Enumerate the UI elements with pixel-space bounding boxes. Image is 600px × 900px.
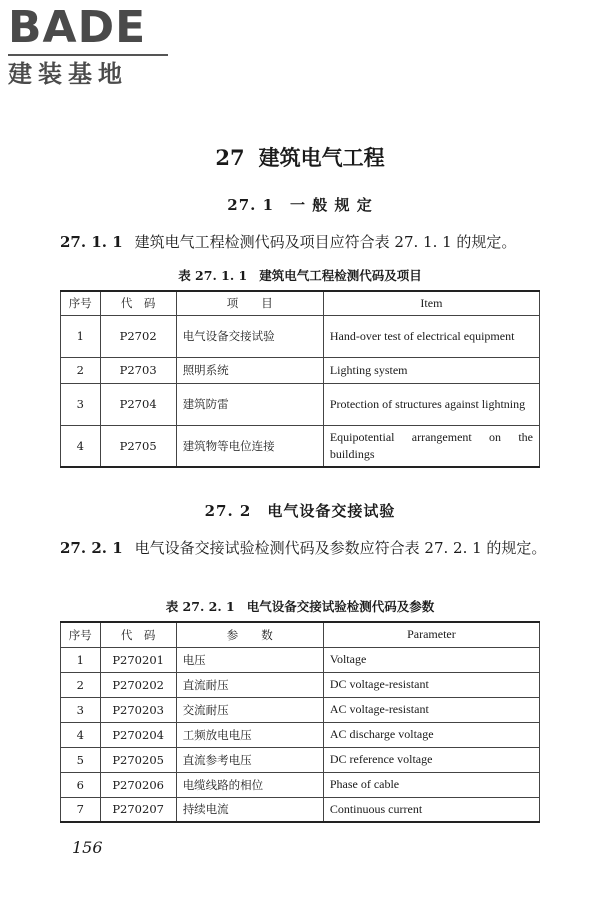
code-cell: P270206 xyxy=(100,772,176,797)
parameter-cell: 电缆线路的相位 xyxy=(176,772,323,797)
clause-text: 电气设备交接试验检测代码及参数应符合表 27. 2. 1 的规定。 xyxy=(134,539,547,557)
code-cell: P270205 xyxy=(100,747,176,772)
chapter-title: 建筑电气工程 xyxy=(258,145,385,170)
page-number: 156 xyxy=(72,838,103,857)
parameter-cell: 交流耐压 xyxy=(176,697,323,722)
code-cell: P2704 xyxy=(100,383,176,425)
english-cell: Voltage xyxy=(323,647,539,672)
parameter-cell: 直流耐压 xyxy=(176,672,323,697)
parameter-cell: 电压 xyxy=(176,647,323,672)
table-caption-2 xyxy=(60,597,540,615)
parameter-cell: 持续电流 xyxy=(176,797,323,822)
parameter-cell: 工频放电电压 xyxy=(176,722,323,747)
header-cell: Parameter xyxy=(323,622,539,647)
row-number: 4 xyxy=(61,425,101,467)
header-cell: 序号 xyxy=(61,291,101,315)
row-number: 3 xyxy=(61,697,101,722)
code-cell: P270203 xyxy=(100,697,176,722)
row-number: 5 xyxy=(61,747,101,772)
header-cell: 项 目 xyxy=(176,291,323,315)
table-row xyxy=(61,647,540,672)
section-number: 27. 2 xyxy=(204,502,252,520)
code-cell: P270201 xyxy=(100,647,176,672)
row-number: 1 xyxy=(61,315,101,357)
clause-number: 27. 1. 1 xyxy=(60,233,123,251)
code-cell: P2702 xyxy=(100,315,176,357)
logo-brand: BADE xyxy=(8,2,147,53)
header-cell: 代 码 xyxy=(100,622,176,647)
clause-27-1-1 xyxy=(60,229,548,255)
caption-number: 表 27. 2. 1 xyxy=(165,599,235,614)
header-cell: 参 数 xyxy=(176,622,323,647)
logo xyxy=(8,4,178,88)
item-cell: 建筑物等电位连接 xyxy=(176,425,323,467)
code-cell: P2703 xyxy=(100,357,176,383)
table-row xyxy=(61,383,540,425)
english-cell: Hand-over test of electrical equipment xyxy=(323,315,539,357)
table-row xyxy=(61,315,540,357)
table-inspection-items xyxy=(60,290,540,468)
english-cell: Equipotential arrangement on the buildings xyxy=(323,425,539,467)
item-cell: 建筑防雷 xyxy=(176,383,323,425)
table-header-row xyxy=(61,622,540,647)
table-test-parameters xyxy=(60,621,540,823)
clause-27-2-1 xyxy=(60,535,548,561)
english-cell: Continuous current xyxy=(323,797,539,822)
english-cell: AC discharge voltage xyxy=(323,722,539,747)
table-row xyxy=(61,697,540,722)
header-cell: 序号 xyxy=(61,622,101,647)
table-row xyxy=(61,797,540,822)
item-cell: 电气设备交接试验 xyxy=(176,315,323,357)
english-cell: Lighting system xyxy=(323,357,539,383)
code-cell: P270202 xyxy=(100,672,176,697)
section-number: 27. 1 xyxy=(227,196,275,214)
caption-title: 电气设备交接试验检测代码及参数 xyxy=(246,599,435,614)
row-number: 2 xyxy=(61,672,101,697)
section-title: 一 般 规 定 xyxy=(290,196,373,214)
row-number: 7 xyxy=(61,797,101,822)
table-row xyxy=(61,425,540,467)
logo-subtitle: 建装基地 xyxy=(8,60,128,88)
table-row xyxy=(61,747,540,772)
english-cell: Protection of structures against lightning xyxy=(323,383,539,425)
table-row xyxy=(61,722,540,747)
english-cell: AC voltage-resistant xyxy=(323,697,539,722)
table-row xyxy=(61,772,540,797)
table-row xyxy=(61,672,540,697)
logo-divider xyxy=(8,54,168,56)
table-row xyxy=(61,357,540,383)
code-cell: P270207 xyxy=(100,797,176,822)
row-number: 3 xyxy=(61,383,101,425)
chapter-heading xyxy=(0,142,600,172)
section-title: 电气设备交接试验 xyxy=(267,502,396,520)
clause-text: 建筑电气工程检测代码及项目应符合表 27. 1. 1 的规定。 xyxy=(134,233,517,251)
item-cell: 照明系统 xyxy=(176,357,323,383)
english-cell: DC reference voltage xyxy=(323,747,539,772)
row-number: 2 xyxy=(61,357,101,383)
header-cell: Item xyxy=(323,291,539,315)
code-cell: P2705 xyxy=(100,425,176,467)
english-cell: DC voltage-resistant xyxy=(323,672,539,697)
row-number: 4 xyxy=(61,722,101,747)
table-header-row xyxy=(61,291,540,315)
chapter-number: 27 xyxy=(215,145,245,170)
caption-title: 建筑电气工程检测代码及项目 xyxy=(259,268,422,283)
english-cell: Phase of cable xyxy=(323,772,539,797)
code-cell: P270204 xyxy=(100,722,176,747)
parameter-cell: 直流参考电压 xyxy=(176,747,323,772)
caption-number: 表 27. 1. 1 xyxy=(178,268,248,283)
row-number: 1 xyxy=(61,647,101,672)
row-number: 6 xyxy=(61,772,101,797)
section-heading-2 xyxy=(0,500,600,521)
header-cell: 代 码 xyxy=(100,291,176,315)
section-heading-1 xyxy=(0,194,600,215)
clause-number: 27. 2. 1 xyxy=(60,539,123,557)
table-caption-1 xyxy=(60,266,540,284)
